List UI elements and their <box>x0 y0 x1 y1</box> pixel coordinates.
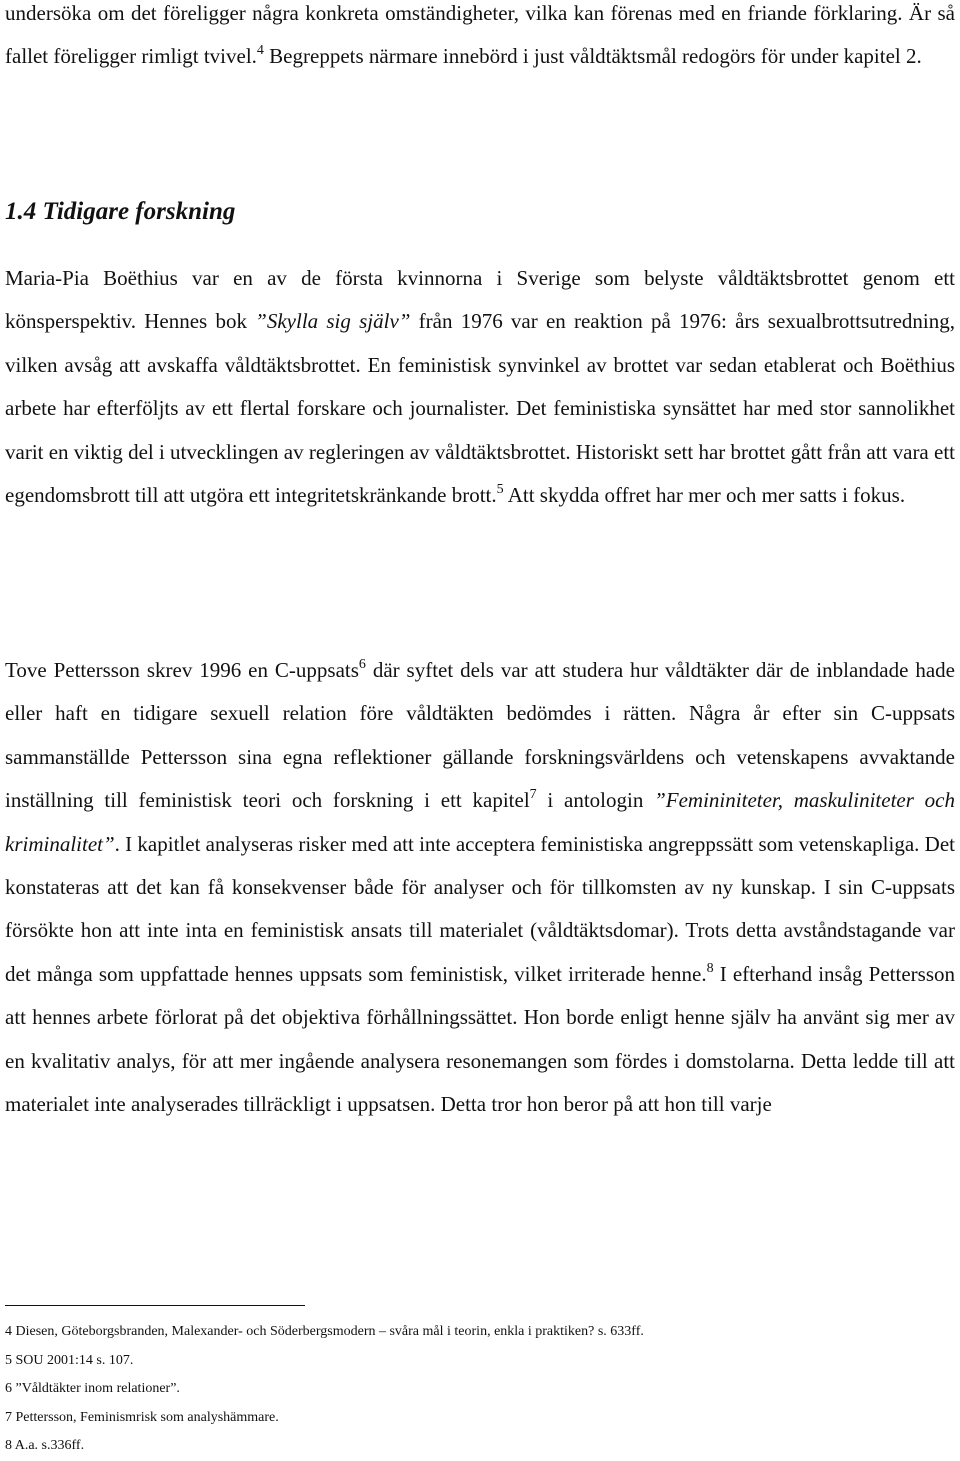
text-run: . I kapitlet analyseras risker med att inte acceptera feministiska angreppssätt som vetenskapliga. Det konstateras att det kan få konsekvenser både för analyser och för tillkomsten av ny kunskap. I sin C-uppsats försökte hon att inte inta en feministisk ansats till materialet (våldtäktsdomar). Trots detta avståndstagande var det många som uppfattade hennes uppsats som feministisk, vilket irriterade henne. <box>5 831 955 986</box>
paragraph-pettersson <box>5 649 955 1126</box>
text-run: Begreppets närmare innebörd i just våldtäktsmål redogörs för under kapitel 2. <box>263 44 922 69</box>
section-heading <box>5 189 235 235</box>
section-number: 1.4 <box>5 198 37 225</box>
text-run: Maria-Pia Boëthius var en av de första kvinnorna i Sverige som belyste våldtäktsbrottet genom ett könsperspektiv. Hennes bok <box>5 266 955 334</box>
paragraph-intro <box>5 0 955 79</box>
text-run: i antologin <box>536 788 655 813</box>
footnote-7: 7 Pettersson, Feminismrisk som analyshämmare. <box>5 1409 279 1425</box>
text-run: där syftet dels var att studera hur våldtäkter där de inblandade hade eller haft en tidigare sexuell relation före våldtäkten bedömdes i rätten. Några år efter sin C-uppsats sammanställde Pettersson sina egna reflektioner gällande forskningsvärldens och vetenskapens avvaktande inställning till feministisk teori och forskning i ett kapitel <box>5 658 955 813</box>
footnote-ref-7[interactable]: 7 <box>529 787 537 803</box>
paragraph-boethius <box>5 257 955 517</box>
footnote-ref-8[interactable]: 8 <box>706 960 714 976</box>
text-run: undersöka om det föreligger några konkreta omständigheter, vilka kan förenas med en friande förklaring. Är så fallet föreligger rimligt tvivel. <box>5 1 955 69</box>
text-run: I efterhand insåg Pettersson att hennes arbete förlorat på det objektiva förhållningssättet. Hon borde enligt henne själv ha använt sig mer av en kvalitativ analys, för att mer ingående analysera resonemangen som fördes i domstolarna. Detta ledde till att materialet inte analyserades tillräckligt i uppsatsen. Detta tror hon beror på att hon till varje <box>5 961 956 1117</box>
footnote-6: 6 ”Våldtäkter inom relationer”. <box>5 1381 180 1397</box>
anthology-title: ”Femininiteter, maskuliniteter och kriminalitet” <box>5 788 955 856</box>
text-run: Tove Pettersson skrev 1996 en C-uppsats <box>5 658 359 682</box>
footnote-ref-4[interactable]: 4 <box>256 43 264 59</box>
footnotes <box>5 1318 955 1461</box>
footnote-separator <box>5 1305 305 1306</box>
footnote-ref-6[interactable]: 6 <box>358 657 366 672</box>
text-run: Att skydda offret har mer och mer satts i fokus. <box>503 483 906 508</box>
book-title: ”Skylla sig själv” <box>255 309 411 334</box>
footnote-4: 4 Diesen, Göteborgsbranden, Malexander- och Söderbergsmodern – svåra mål i teorin, enkla i praktiken? s. 633ff. <box>5 1324 644 1339</box>
text-run: från 1976 var en reaktion på 1976: års sexualbrottsutredning, vilken avsåg att avskaffa våldtäktsbrottet. En feministisk synvinkel av brottet var sedan etablerat och Boëthius arbete har efterföljts av ett flertal forskare och journalister. Det feministiska synsättet har med stor sannolikhet varit en viktig del i utvecklingen av regleringen av våldtäktsbrottet. Historiskt sett har brottet gått från att vara ett egendomsbrott till att utgöra ett integritetskränkande brott. <box>5 309 956 508</box>
section-title: Tidigare forskning <box>42 198 236 225</box>
footnote-ref-5[interactable]: 5 <box>496 482 504 498</box>
footnote-5: 5 SOU 2001:14 s. 107. <box>5 1352 134 1368</box>
footnote-8: 8 A.a. s.336ff. <box>5 1438 85 1454</box>
